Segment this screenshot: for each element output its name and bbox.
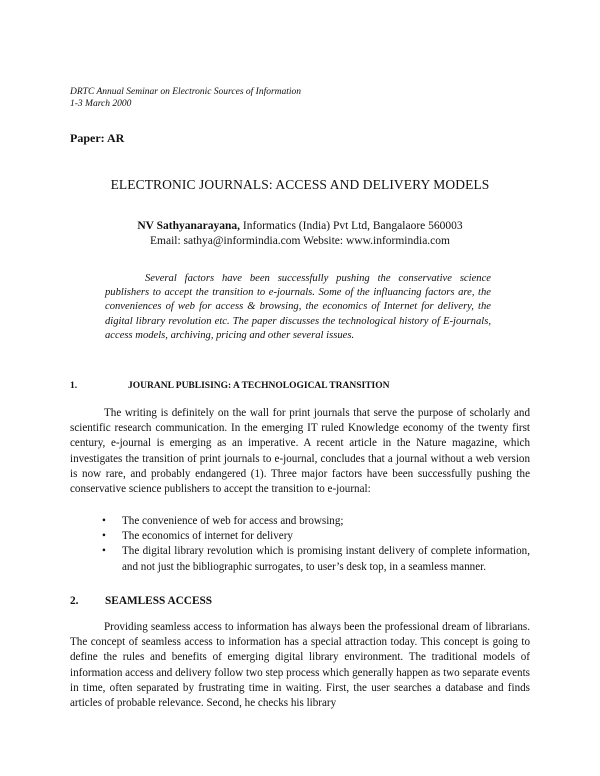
bullet-list — [102, 514, 530, 575]
list-item-text: The convenience of web for access and browsing; — [122, 515, 344, 527]
abstract — [105, 272, 491, 343]
paragraph: The writing is definitely on the wall for print journals that serve the purpose of scholarly and scientific research communication. In the emerging IT ruled Knowledge economy of the twenty first century, e-journal is emerging as an imperative. A recent article in the Nature magazine, which investigates the transition of print journals to e-journal, concludes that a journal without a web version is now rare, and probably endangered (1). Three major factors have been successfully pushing the conservative science publishers to accept the transition to e-journal: — [70, 407, 530, 496]
list-item — [102, 544, 530, 574]
author-affiliation: Informatics (India) Pvt Ltd, Bangalaore 560003 — [240, 220, 463, 232]
bullet-icon: • — [102, 545, 106, 558]
conference-name: DRTC Annual Seminar on Electronic Sources of Information — [70, 87, 302, 97]
section-title: SEAMLESS ACCESS — [105, 595, 213, 607]
author-contact: Email: sathya@informindia.com Website: www.informindia.com — [150, 235, 450, 247]
list-item — [102, 514, 530, 529]
conference-dates: 1-3 March 2000 — [70, 99, 132, 109]
section-title: JOURANL PUBLISING: A TECHNOLOGICAL TRANSITION — [128, 381, 390, 391]
section-number: 1. — [70, 381, 78, 391]
author-line — [0, 219, 600, 234]
bullet-icon: • — [102, 530, 106, 543]
author-block — [0, 219, 600, 249]
bullet-icon: • — [102, 515, 106, 527]
section-2-body — [70, 620, 530, 711]
paragraph: Providing seamless access to information has always been the professional dream of librarians. The concept of seamless access to information has a special attraction today. This concept is going to define the rules and benefits of emerging digital library environment. The traditional models of information access and delivery follow two step process which generally happen as two separate events in time, often separated by frustrating time in waiting. First, the user searches a database and finds articles of probable relevance. Second, he checks his library — [70, 621, 530, 710]
section-number: 2. — [70, 595, 79, 607]
list-item — [102, 529, 530, 544]
list-item-text: The economics of internet for delivery — [122, 530, 293, 543]
paper-title: ELECTRONIC JOURNALS: ACCESS AND DELIVERY MODELS — [110, 177, 490, 192]
abstract-text: Several factors have been successfully pushing the conservative science publishers to accept the transition to e-journals. Some of the influancing factors are, the conveniences of web for access & browsing, the economics of Internet for delivery, the digital library revolution etc. The paper discusses the technological history of E-journals, access models, archiving, pricing and other several issues. — [105, 273, 491, 341]
section-1-body — [70, 406, 530, 497]
list-item-text: The digital library revolution which is promising instant delivery of complete information, and not just the bibliographic surrogates, to user’s desk top, in a seamless manner. — [122, 545, 530, 573]
conference-header — [70, 86, 301, 110]
author-name: NV Sathyanarayana, — [137, 220, 241, 232]
paper-label: Paper: AR — [70, 131, 125, 145]
